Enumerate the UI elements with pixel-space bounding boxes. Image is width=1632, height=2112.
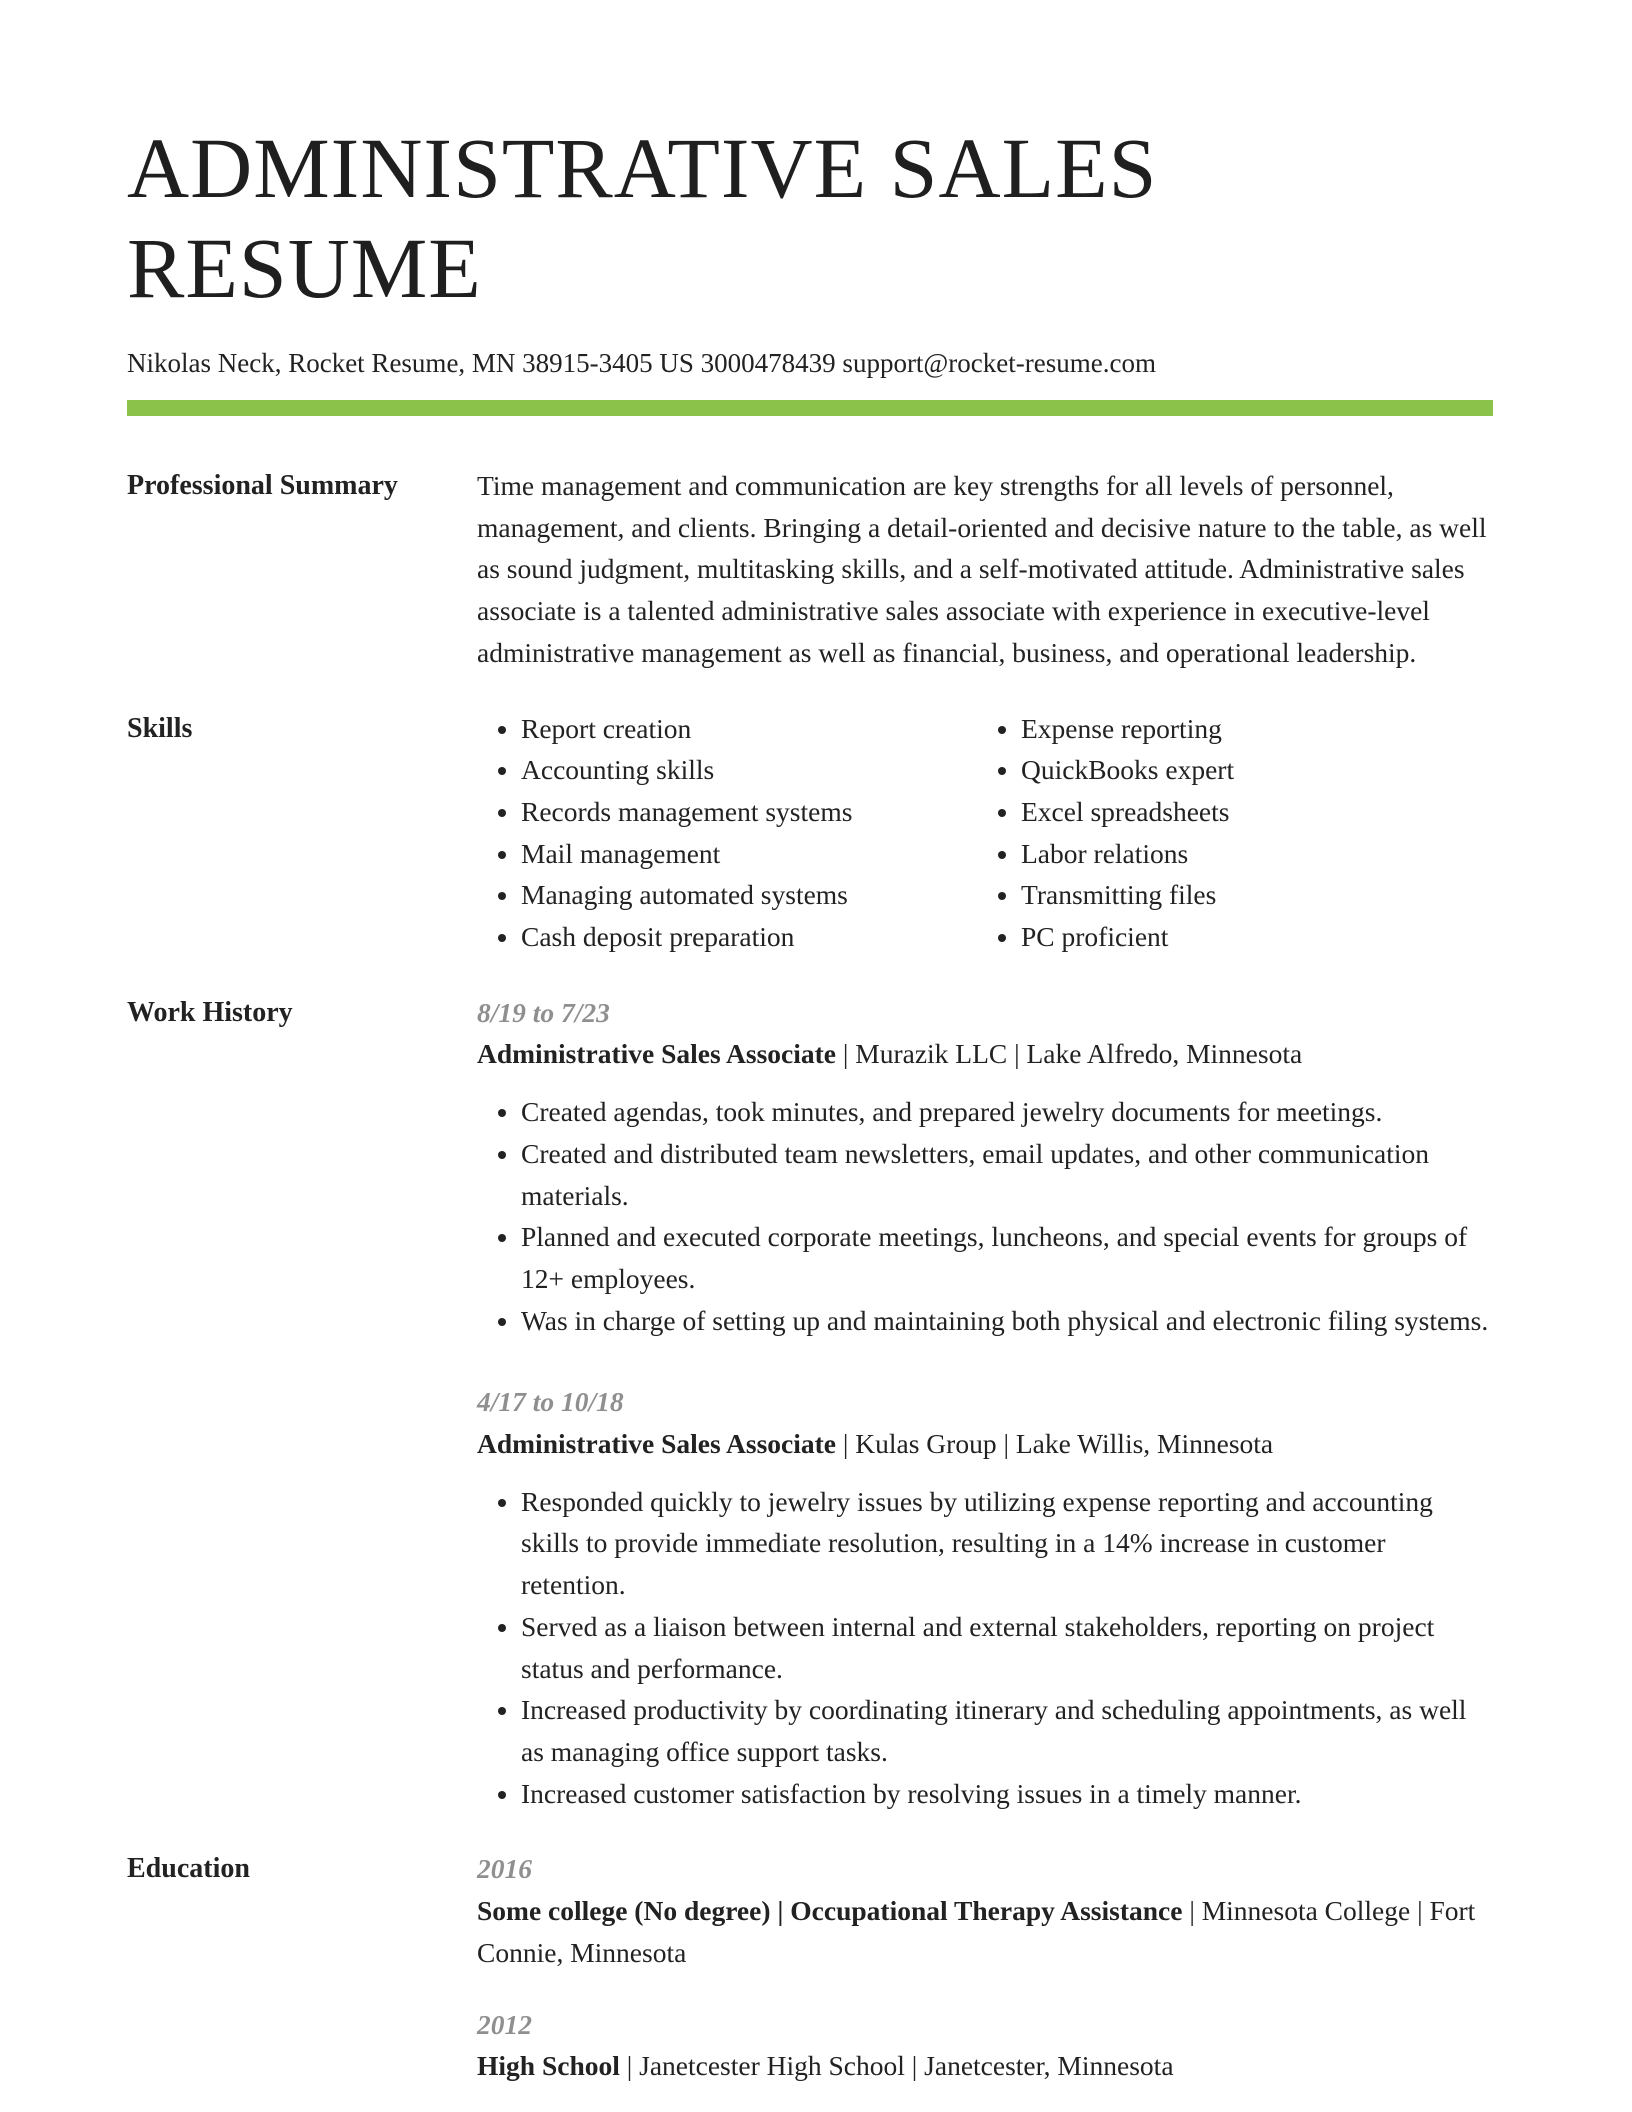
work-history-section: [127, 992, 1493, 1815]
education-school-location: | Janetcester High School | Janetcester, Minnesota: [619, 2050, 1174, 2082]
skills-list-left: [477, 708, 977, 958]
job-bullet: • Increased customer satisfaction by resolving issues in a timely manner.: [521, 1773, 1493, 1815]
summary-text: Time management and communication are key strengths for all levels of personnel, management, and clients. Bringing a detail-oriented and decisive nature to the table, as well as sound judgment, multitasking skills, and a self-motivated attitude. Administrative sales associate is a talented administrative sales associate with experience in executive-level administrative management as well as financial, business, and operational leadership.: [477, 470, 1487, 668]
job-title: Administrative Sales Associate: [477, 1038, 837, 1070]
job-bullets: [477, 1481, 1493, 1815]
skill-item: • Excel spreadsheets: [1021, 791, 1234, 833]
skill-item: • Accounting skills: [521, 749, 977, 791]
skills-section: [127, 708, 1493, 958]
skill-item: • Managing automated systems: [521, 874, 977, 916]
education-year: 2016: [477, 1853, 532, 1885]
skill-item: • PC proficient: [1021, 916, 1234, 958]
education-entry: [477, 2004, 1493, 2087]
job-title-line: [477, 1033, 1493, 1075]
education-entry: [477, 1848, 1493, 1973]
job-bullet: • Increased productivity by coordinating itinerary and scheduling appointments, as well as managing office support tasks.: [521, 1689, 1493, 1772]
contact-info: Nikolas Neck, Rocket Resume, MN 38915-3405 US 3000478439 support@rocket-resume.com: [127, 348, 1156, 378]
job-dates: 8/19 to 7/23: [477, 996, 610, 1028]
section-heading-education: Education: [127, 1853, 250, 1885]
job-title-line: [477, 1423, 1493, 1465]
skill-item: • Report creation: [521, 708, 977, 750]
education-year: 2012: [477, 2008, 532, 2040]
job-bullets: [477, 1091, 1493, 1341]
job-bullet: • Responded quickly to jewelry issues by utilizing expense reporting and accounting skills to provide immediate resolution, resulting in a 14% increase in customer retention.: [521, 1481, 1493, 1606]
job-bullet: • Created and distributed team newsletters, email updates, and other communication materials.: [521, 1133, 1493, 1216]
job-bullet: • Created agendas, took minutes, and prepared jewelry documents for meetings.: [521, 1091, 1493, 1133]
job-title: Administrative Sales Associate: [477, 1428, 837, 1460]
job-bullet: • Planned and executed corporate meetings, luncheons, and special events for groups of 12+ employees.: [521, 1216, 1493, 1299]
resume: [127, 0, 1493, 2087]
education-degree: High School: [477, 2050, 620, 2082]
section-heading-skills: Skills: [127, 712, 193, 744]
accent-divider: [127, 400, 1493, 416]
section-heading-summary: Professional Summary: [127, 470, 398, 501]
skill-item: • QuickBooks expert: [1021, 749, 1234, 791]
resume-title: ADMINISTRATIVE SALES RESUME: [127, 120, 1158, 316]
section-heading-work-history: Work History: [127, 996, 293, 1028]
skill-item: • Transmitting files: [1021, 874, 1234, 916]
skill-item: • Expense reporting: [1021, 708, 1234, 750]
professional-summary-section: [127, 465, 1493, 674]
education-line: [477, 1890, 1493, 1973]
job-bullet: • Served as a liaison between internal and external stakeholders, reporting on project status and performance.: [521, 1606, 1493, 1689]
job-entry: [477, 992, 1493, 1342]
education-degree: Some college (No degree) | Occupational Therapy Assistance: [477, 1895, 1183, 1927]
job-bullet: • Was in charge of setting up and maintaining both physical and electronic filing systems.: [521, 1300, 1493, 1342]
education-school-location: | Minnesota College | Fort Connie, Minnesota: [477, 1895, 1476, 1968]
skill-item: • Mail management: [521, 833, 977, 875]
job-company-location: | Kulas Group | Lake Willis, Minnesota: [836, 1428, 1274, 1460]
skill-item: • Cash deposit preparation: [521, 916, 977, 958]
skill-item: • Records management systems: [521, 791, 977, 833]
skills-list-right: [977, 708, 1234, 958]
job-company-location: | Murazik LLC | Lake Alfredo, Minnesota: [836, 1038, 1303, 1070]
job-dates: 4/17 to 10/18: [477, 1386, 624, 1418]
education-section: [127, 1848, 1493, 2087]
education-line: [477, 2045, 1493, 2087]
job-entry: [477, 1381, 1493, 1814]
skill-item: • Labor relations: [1021, 833, 1234, 875]
